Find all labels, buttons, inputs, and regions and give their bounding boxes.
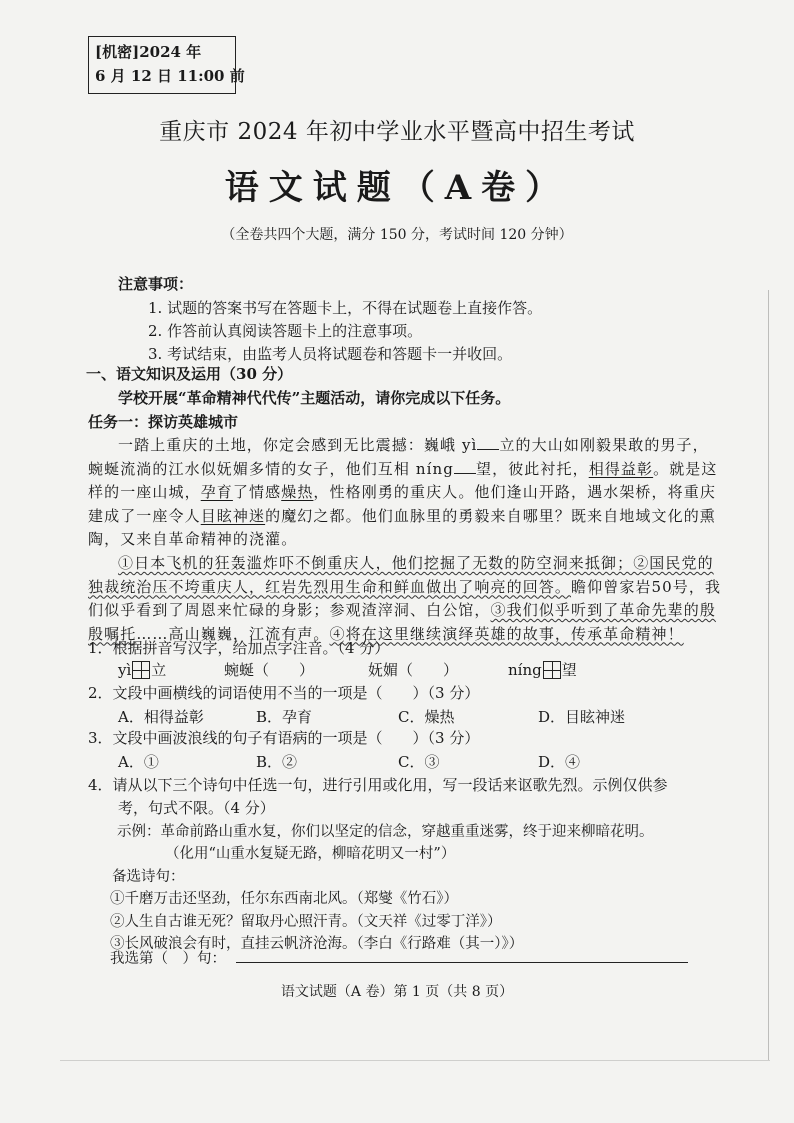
stamp-line-2: 6 月 12 日 11:00 前 <box>95 67 245 85</box>
page-edge-line <box>60 1060 770 1061</box>
q2-option-d[interactable]: D．目眩神迷 <box>538 708 626 726</box>
passage-text: 。就是这 <box>653 459 718 478</box>
exam-title: 重庆市 2024 年初中学业水平暨高中招生考试 <box>159 119 635 145</box>
underlined-word: 相得益彰 <box>588 459 654 478</box>
q1-wumei-item: 妩媚（ ） <box>368 661 459 679</box>
activity-intro: 学校开展“革命精神代代传”主题活动，请你完成以下任务。 <box>118 389 511 407</box>
word-char: 立 <box>151 661 167 679</box>
passage-text: 瞻仰曾家岩50号，我 <box>571 577 722 596</box>
word-char: 望 <box>561 661 577 679</box>
wavy-sentence: ③我们似乎听到了革命先辈的殷 <box>490 601 716 619</box>
q2-option-b[interactable]: B．孕育 <box>256 708 313 726</box>
note-item: 1. 试题的答案书写在答题卡上，不得在试题卷上直接作答。 <box>148 299 543 317</box>
passage-text: 一踏上重庆的土地，你定会感到无比震撼：巍峨 yì <box>118 436 478 454</box>
section-heading: 一、语文知识及运用（30 分） <box>86 365 293 383</box>
alt-poems-heading: 备选诗句： <box>112 869 185 885</box>
passage-text: 们似乎看到了周恩来忙碌的身影；参观渣滓洞、白公馆， <box>88 601 491 619</box>
example-note: （化用“山重水复疑无路，柳暗花明又一村”） <box>165 846 456 862</box>
poem-option-2: ②人生自古谁无死？留取丹心照汗青。（文天祥《过零丁洋》） <box>110 914 502 930</box>
q3-option-d[interactable]: D．④ <box>538 753 581 771</box>
pinyin-label: níng <box>508 661 542 679</box>
passage-paragraph-1 <box>88 434 718 552</box>
passage-text: 的魔幻之都。他们血脉里的勇毅来自哪里？既来自地域文化的熏 <box>265 506 716 525</box>
fill-blank <box>477 435 499 450</box>
passage-text: 样的一座山城， <box>88 483 201 501</box>
question-4-stem: 4．请从以下三个诗句中任选一句，进行引用或化用，写一段话来讴歌先烈。示例仅供参 <box>88 776 668 794</box>
notes-heading: 注意事项： <box>118 275 194 293</box>
poem-option-1: ①千磨万击还坚劲，任尔东西南北风。（郑燮《竹石》） <box>110 891 458 907</box>
wavy-sentence: ①日本飞机的狂轰滥炸吓不倒重庆人，他们挖掘了无数的防空洞来抵御；②国民党的 <box>118 554 714 572</box>
exam-info: （全卷共四个大题，满分 150 分，考试时间 120 分钟） <box>221 227 573 243</box>
question-1-stem: 1．根据拼音写汉字，给加点字注音。（4 分） <box>88 639 390 657</box>
poem-option-3: ③长风破浪会有时，直挂云帆济沧海。（李白《行路难（其一）》） <box>110 936 524 952</box>
example-text: 示例：革命前路山重水复，你们以坚定的信念，穿越重重迷雾，终于迎来柳暗花明。 <box>117 824 654 840</box>
character-grid-box[interactable] <box>132 661 150 679</box>
wavy-sentence: ④将在这里继续演绎英雄的故事，传承革命精神！ <box>329 624 684 643</box>
q3-option-a[interactable]: A．① <box>118 753 159 771</box>
passage-paragraph-2 <box>88 552 722 646</box>
q3-option-b[interactable]: B．② <box>256 753 298 771</box>
note-item: 2. 作答前认真阅读答题卡上的注意事项。 <box>148 322 423 340</box>
passage-text: 了情感 <box>232 483 282 501</box>
passage-text: 建成了一座令人 <box>88 506 201 525</box>
q1-ning-item <box>508 659 577 680</box>
q2-option-c[interactable]: C．燥热 <box>398 708 455 726</box>
character-grid-box[interactable] <box>543 661 561 679</box>
passage-text: ，性格刚勇的重庆人。他们逢山开路，遇水架桥，将重庆 <box>313 483 716 501</box>
question-2-stem: 2．文段中画横线的词语使用不当的一项是（ ）（3 分） <box>88 684 480 702</box>
subject-title: 语文试题（A卷） <box>224 168 570 208</box>
underlined-word: 孕育 <box>200 483 233 501</box>
question-3-stem: 3．文段中画波浪线的句子有语病的一项是（ ）（3 分） <box>88 729 480 747</box>
answer-line[interactable] <box>236 962 688 963</box>
fill-blank <box>454 459 476 474</box>
question-4-stem-cont: 考，句式不限。（4 分） <box>118 799 275 817</box>
q3-option-c[interactable]: C．③ <box>398 753 440 771</box>
wavy-sentence: 独裁统治压不垮重庆人，红岩先烈用生命和鲜血做出了响亮的回答。 <box>88 577 572 596</box>
confidential-stamp <box>88 36 245 94</box>
underlined-word: 目眩神迷 <box>200 506 266 525</box>
underlined-word: 燥热 <box>281 483 314 501</box>
passage-text: 望，彼此衬托， <box>476 459 589 478</box>
q2-option-a[interactable]: A．相得益彰 <box>118 708 204 726</box>
stamp-line-1: [机密]2024 年 <box>95 43 202 61</box>
page-footer: 语文试题（A 卷）第 1 页（共 8 页） <box>280 984 514 1000</box>
wavy-sentence: 殷嘱托 <box>88 624 137 643</box>
passage-text: 蜿蜒流淌的江水似妩媚多情的女子，他们互相 níng <box>88 459 454 478</box>
passage-text: ……高山巍巍，江流有声。 <box>136 624 330 643</box>
q1-yi-item <box>118 659 166 680</box>
choice-label: 我选第（ ）句： <box>110 951 226 967</box>
passage-text: 立的大山如刚毅果敢的男子， <box>499 436 709 454</box>
task-heading: 任务一：探访英雄城市 <box>88 413 239 431</box>
passage-text: 陶，又来自革命精神的浇灌。 <box>88 530 298 548</box>
note-item: 3. 考试结束，由监考人员将试题卷和答题卡一并收回。 <box>148 345 513 363</box>
page-edge-line <box>768 290 769 1060</box>
pinyin-label: yì <box>118 661 132 679</box>
q1-wanyan-item: 蜿蜒（ ） <box>224 661 315 679</box>
